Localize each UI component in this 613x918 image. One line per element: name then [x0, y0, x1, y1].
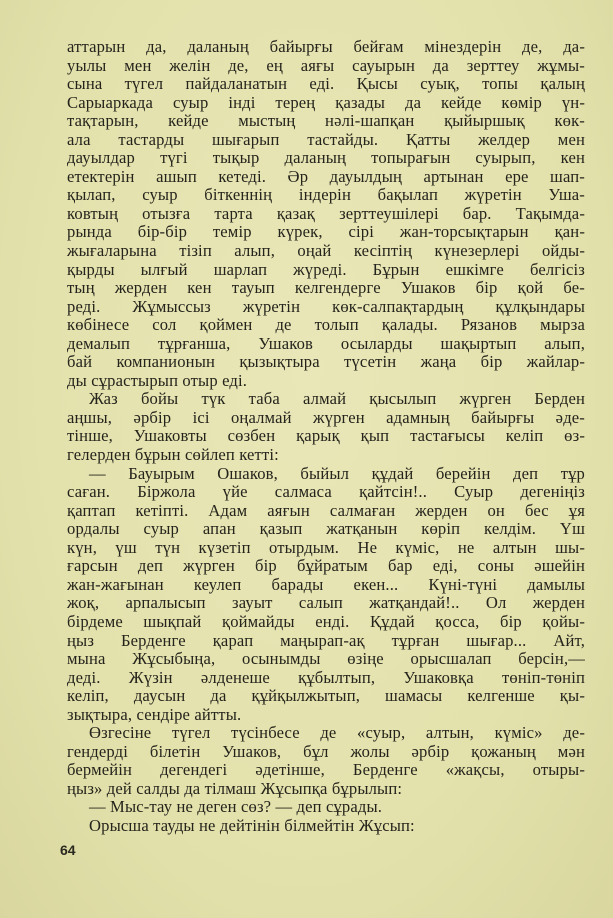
text-line: уылы мен желін де, ең аяғы сауырын да зерттеу жұмы- [67, 55, 585, 75]
text-line: аңшы, әрбір ісі оңалмай жүрген адамның байырғы әде- [67, 407, 585, 427]
text-line: тақтарын, кейде мыстың нәлі-шапқан қыйыршық көк- [67, 111, 585, 131]
text-line: ковтың отызға тарта қазақ зерттеушілері бар. Тақымда- [67, 203, 585, 223]
text-line: тың жерден кен тауып келгендерге Ушаков бір қой бе- [67, 278, 585, 298]
text-line: қаптап кетіпті. Адам аяғын салмаған жерден он бес ұя [67, 500, 585, 520]
text-line: жан-жағынан кеулеп барады екен... Күні-түні дамылы [67, 574, 585, 594]
text-line: қырды ылғый шарлап жүреді. Бұрын ешкімге белгісіз [67, 259, 585, 279]
text-line: қылап, суыр біткеннің індерін бақылап жүретін Уша- [67, 185, 585, 205]
text-line: ңыз Берденге қарап маңырап-ақ тұрған шығар... Айт, [67, 630, 585, 650]
text-line: жоқ, арпалысып зауыт салып жатқандай!.. Ол жерден [67, 593, 585, 613]
text-line: сына түгел пайдаланатын еді. Қысы суық, топы қалың [67, 74, 585, 94]
text-line: ордалы суыр апан қазып жатқанын көріп келдім. Үш [67, 519, 585, 539]
text-line: дауылдар түгі тықыр даланың топырағын суырып, кен [67, 148, 585, 168]
text-line: саған. Біржола үйе салмаса қайтсін!.. Суыр дегеніңіз [67, 482, 585, 502]
text-line: бай компанионын қызықтыра түсетін жаңа бір жайлар- [67, 352, 585, 372]
text-line: гелерден бұрын сөйлеп кетті: [67, 445, 279, 465]
text-line: Өзгесіне түгел түсінбесе де «суыр, алтын, күміс» де- [89, 723, 585, 743]
text-line: демалып тұрғанша, Ушаков осыларды шақыртып алып, [67, 333, 585, 353]
text-line: Сарыаркада суыр інді терең қазады да кейде көмір үн- [67, 92, 585, 112]
text-line: рында бір-бір темір күрек, сірі жан-торсықтарын қан- [67, 222, 585, 242]
text-line: ды сұрастырып отыр еді. [67, 370, 248, 390]
text-line: аттарын да, даланың байырғы бейғам мінездерін де, да- [67, 37, 585, 56]
text-line: бермейін дегендегі әдетінше, Берденге «жақсы, отыры- [67, 760, 585, 780]
text-line: ала тастарды шығарып тастайды. Қатты желдер мен [67, 129, 585, 149]
text-line: Жаз бойы түк таба алмай қысылып жүрген Берден [89, 389, 585, 409]
text-line: зықтыра, сендіре айтты. [67, 704, 242, 724]
text-line: келіп, даусын да құйқылжытып, шамасы келгенше қы- [67, 686, 585, 706]
text-line: Орысша тауды не дейтінін білмейтін Жұсып: [89, 815, 415, 835]
text-line: ғарсын деп жүрген бір бұйратым бар еді, соны әшейін [67, 556, 585, 576]
text-line: гендерді білетін Ушаков, бұл жолы әрбір қожаның мән [67, 741, 585, 761]
text-line: — Бауырым Ошаков, быйыл құдай берейін деп тұр [89, 463, 585, 483]
text-line: мына Жұсыбыңа, осынымды өзіңе орысшалап берсін,— [67, 649, 585, 669]
text-line: күн, үш түн күзетіп отырдым. Не күміс, не алтын шы- [67, 537, 585, 557]
page-number: 64 [60, 842, 76, 858]
text-line: жығаларына тізіп алып, оңай кесіптің күнезерлері ойды- [67, 241, 585, 261]
text-line: ңыз» дей салды да тілмаш Жұсыпқа бұрылып: [67, 778, 403, 798]
text-line: етектерін ашып кетеді. Әр дауылдың артынан ере шап- [67, 166, 585, 186]
text-line: — Мыс-тау не деген сөз? — деп сұрады. [89, 797, 383, 817]
text-line: реді. Жұмыссыз жүретін көк-салпақтардың құлқындары [67, 296, 585, 316]
text-line: бірдеме шықпай қоймайды енді. Құдай қосса, бір қойы- [67, 611, 585, 631]
text-line: тінше, Ушаковты сөзбен қарық қып тастағысы келіп өз- [67, 426, 585, 446]
text-line: көбінесе сол қоймен де толып қалады. Рязанов мырза [67, 315, 585, 335]
page-body-text [67, 38, 585, 836]
text-line: деді. Жүзін әлденеше құбылтып, Ушаковқа төніп-төніп [67, 667, 585, 687]
